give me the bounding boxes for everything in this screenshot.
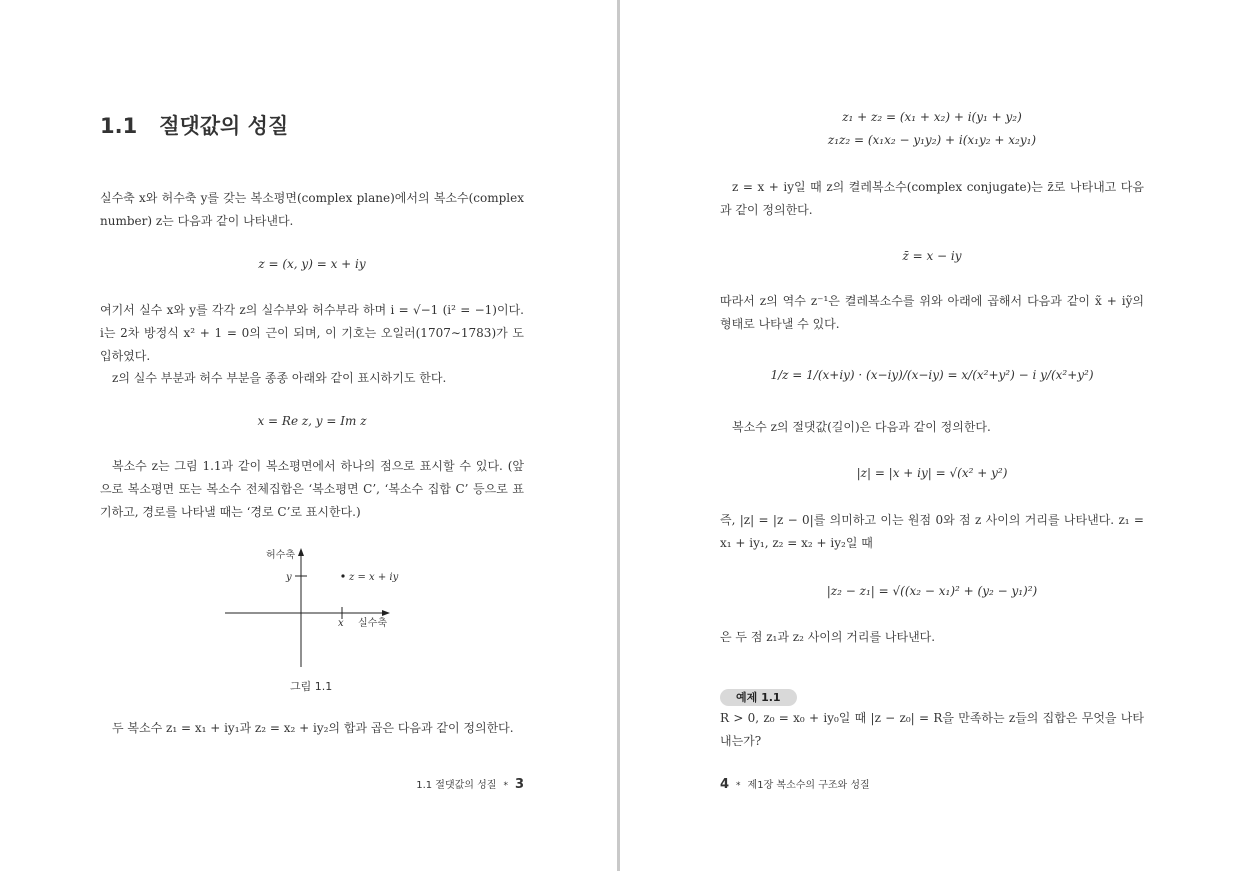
figure-complex-plane — [220, 540, 400, 675]
figure-caption: 그림 1.1 — [290, 680, 333, 693]
example-question: R > 0, z₀ = x₀ + iy₀일 때 |z − z₀| = R을 만족하는 z들의 집합은 무엇을 나타내는가? — [720, 711, 1144, 748]
right-footer-text: 제1장 복소수의 구조와 성질 — [747, 780, 870, 791]
example-badge: 예제 1.1 — [720, 689, 797, 706]
point-z-label: z = x + iy — [349, 572, 399, 583]
equation-conjugate: z̄ = x − iy — [902, 249, 962, 263]
real-axis-label: 실수축 — [358, 618, 387, 629]
paragraph-inverse: 따라서 z의 역수 z⁻¹은 켤레복소수를 위와 아래에 곱해서 다음과 같이 x̃ + iỹ의 형태로 나타낼 수 있다. — [720, 294, 1144, 331]
left-footer-text: 1.1 절댓값의 성질 — [416, 780, 497, 791]
section-heading — [100, 110, 288, 140]
imag-axis-arrow — [298, 548, 304, 556]
right-footer-star: * — [736, 781, 741, 791]
point-z — [341, 574, 344, 577]
right-page — [620, 0, 1235, 871]
equation-product: z₁z₂ = (x₁x₂ − y₁y₂) + i(x₁y₂ + x₂y₁) — [827, 133, 1037, 147]
example-label-container — [720, 686, 797, 705]
equation-sum: z₁ + z₂ = (x₁ + x₂) + i(y₁ + y₂) — [842, 110, 1022, 124]
x-tick-label: x — [338, 618, 344, 629]
left-page-number: 3 — [514, 777, 524, 792]
equation-inverse: 1/z = 1/(x+iy) · (x−iy)/(x−iy) = x/(x²+y²) − i y/(x²+y²) — [770, 368, 1094, 382]
equation-z-definition: z = (x, y) = x + iy — [258, 257, 366, 271]
paragraph-intro: 실수축 x와 허수축 y를 갖는 복소평면(complex plane)에서의 복소수(complex number) z는 다음과 같이 나타낸다. — [100, 191, 524, 228]
real-axis-arrow — [382, 610, 390, 616]
paragraph-complex-plane: 복소수 z는 그림 1.1과 같이 복소평면에서 하나의 점으로 표시할 수 있다. (앞으로 복소평면 또는 복소수 전체집합은 ‘복소평면 C’, ‘복소수 집합 C’ 등으로 표기하고, 경로를 나타낼 때는 ‘경로 C’로 표시한다.) — [100, 459, 524, 519]
paragraph-real-imag-parts: 여기서 실수 x와 y를 각각 z의 실수부와 허수부라 하며 i = √−1 (i² = −1)이다. i는 2차 방정식 x² + 1 = 0의 근이 되며, 이 기호는 오일러(1707∼1783)가 도입하였다. — [100, 303, 524, 363]
equation-re-im: x = Re z, y = Im z — [257, 414, 367, 428]
paragraph-absolute-value: 복소수 z의 절댓값(길이)은 다음과 같이 정의한다. — [732, 420, 991, 434]
left-footer-star: * — [503, 781, 508, 791]
imag-axis-label: 허수축 — [266, 550, 295, 561]
paragraph-distance-meaning: 은 두 점 z₁과 z₂ 사이의 거리를 나타낸다. — [720, 630, 936, 644]
paragraph-conjugate: z = x + iy일 때 z의 켤레복소수(complex conjugate)는 z̄로 나타내고 다음과 같이 정의한다. — [720, 180, 1144, 217]
equation-distance: |z₂ − z₁| = √((x₂ − x₁)² + (y₂ − y₁)²) — [826, 584, 1038, 598]
y-tick-label: y — [286, 572, 292, 583]
paragraph-sum-product: 두 복소수 z₁ = x₁ + iy₁과 z₂ = x₂ + iy₂의 합과 곱은 다음과 같이 정의한다. — [112, 721, 514, 735]
left-footer — [416, 776, 524, 792]
left-page — [0, 0, 617, 871]
section-number: 1.1 — [100, 114, 138, 138]
right-page-number: 4 — [720, 777, 730, 792]
paragraph-distance: 즉, |z| = |z − 0|를 의미하고 이는 원점 0와 점 z 사이의 거리를 나타낸다. z₁ = x₁ + iy₁, z₂ = x₂ + iy₂일 때 — [720, 513, 1144, 550]
paragraph-notation: z의 실수 부분과 허수 부분을 종종 아래와 같이 표시하기도 한다. — [112, 371, 447, 385]
right-footer — [720, 776, 870, 792]
equation-absolute-value: |z| = |x + iy| = √(x² + y²) — [856, 466, 1008, 480]
section-title: 절댓값의 성질 — [159, 114, 289, 138]
